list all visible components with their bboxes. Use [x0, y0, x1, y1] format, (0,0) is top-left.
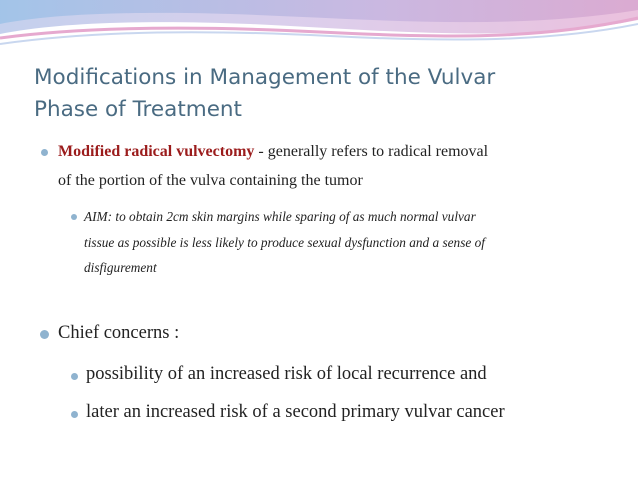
- bullet-2-text: Chief concerns :: [58, 323, 180, 343]
- sub-bullet-2-item: possibility of an increased risk of local recurrence and: [86, 364, 487, 384]
- bullet-1-text: - generally refers to radical removal: [254, 143, 489, 160]
- sub-bullet-1-line-1: AIM: to obtain 2cm skin margins while sparing of as much normal vulvar: [84, 209, 476, 224]
- emphasis-text: Modified radical vulvectomy: [58, 143, 255, 160]
- sub-bullet-icon: [71, 214, 77, 220]
- slide-title: [34, 62, 614, 126]
- bullet-1-line-2: of the portion of the vulva containing the tumor: [58, 172, 363, 189]
- sub-bullet-icon: [71, 411, 78, 418]
- title-line-1: Modifications in Management of the Vulvar: [34, 65, 496, 90]
- sub-bullet-1-line-3: disfigurement: [84, 260, 157, 275]
- bullet-icon: [41, 149, 48, 156]
- bullet-1-line-1: [58, 143, 488, 161]
- decorative-banner: [0, 0, 638, 60]
- bullet-icon: [40, 330, 49, 339]
- sub-bullet-2-item: later an increased risk of a second primary vulvar cancer: [86, 402, 505, 422]
- title-line-2: Phase of Treatment: [34, 97, 242, 122]
- sub-bullet-icon: [71, 373, 78, 380]
- sub-bullet-1-line-2: tissue as possible is less likely to produce sexual dysfunction and a sense of: [84, 235, 485, 250]
